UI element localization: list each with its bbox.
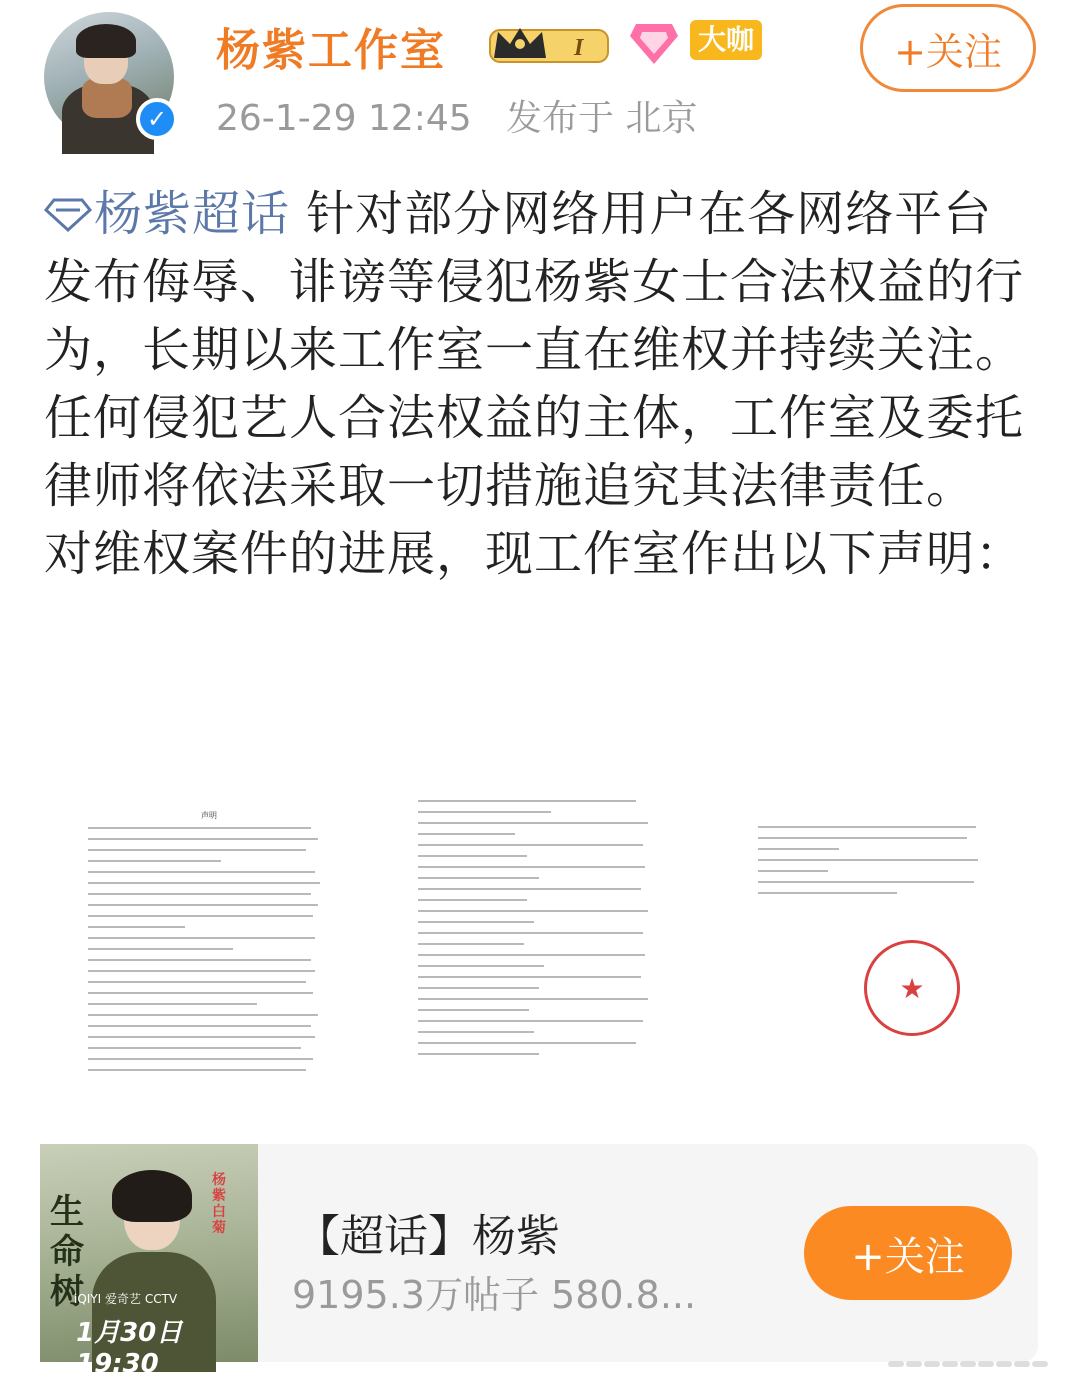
supertopic-card[interactable] <box>40 1144 1038 1379</box>
follow-button[interactable]: +关注 <box>860 4 1036 92</box>
post-paragraph-1: 针对部分网络用户在各网络平台发布侮辱、诽谤等侵犯杨紫女士合法权益的行为，长期以来工作室一直在维权并持续关注。 <box>44 186 1025 378</box>
post-paragraph-2: 任何侵犯艺人合法权益的主体，工作室及委托律师将依法采取一切措施追究其法律责任。 <box>44 390 1025 514</box>
post-images <box>44 790 1034 1120</box>
document-title: 声明 <box>201 811 217 820</box>
post-meta <box>216 90 698 141</box>
topic-label[interactable]: 杨紫超话 <box>94 186 291 242</box>
crown-level-icon <box>488 22 612 66</box>
crown-level-text: I <box>574 35 584 61</box>
diamond-icon <box>628 20 680 68</box>
poster-date: 1月30日19:30 <box>76 1318 183 1379</box>
verified-icon: ✓ <box>136 98 178 140</box>
poster-tag: 杨紫 白菊 <box>212 1172 226 1236</box>
supertopic-title: 【超话】杨紫 <box>296 1211 560 1262</box>
post-image-3[interactable] <box>734 790 1014 1120</box>
location: 发布于 北京 <box>506 98 698 139</box>
post-image-2[interactable] <box>394 790 684 1120</box>
timestamp: 26-1-29 12:45 <box>216 98 472 139</box>
username[interactable]: 杨紫工作室 <box>216 25 446 76</box>
supertopic-icon <box>44 194 92 234</box>
company-seal-icon: ★ <box>864 940 960 1036</box>
daka-badge: 大咖 <box>690 20 762 60</box>
supertopic-stats: 9195.3万帖子 580.8... <box>292 1273 697 1317</box>
topic-link[interactable] <box>44 186 290 242</box>
poster-brand: iQIYI 爱奇艺 CCTV <box>74 1292 178 1306</box>
post-image-1[interactable] <box>64 790 354 1120</box>
watermark-dots <box>888 1352 1050 1358</box>
post-paragraph-3: 对维权案件的进展，现工作室作出以下声明： <box>44 526 1025 582</box>
poster-title: 生命树 <box>50 1192 84 1312</box>
supertopic-poster <box>40 1144 258 1379</box>
post-body <box>44 180 1034 588</box>
supertopic-follow-button[interactable]: +关注 <box>804 1206 1012 1300</box>
